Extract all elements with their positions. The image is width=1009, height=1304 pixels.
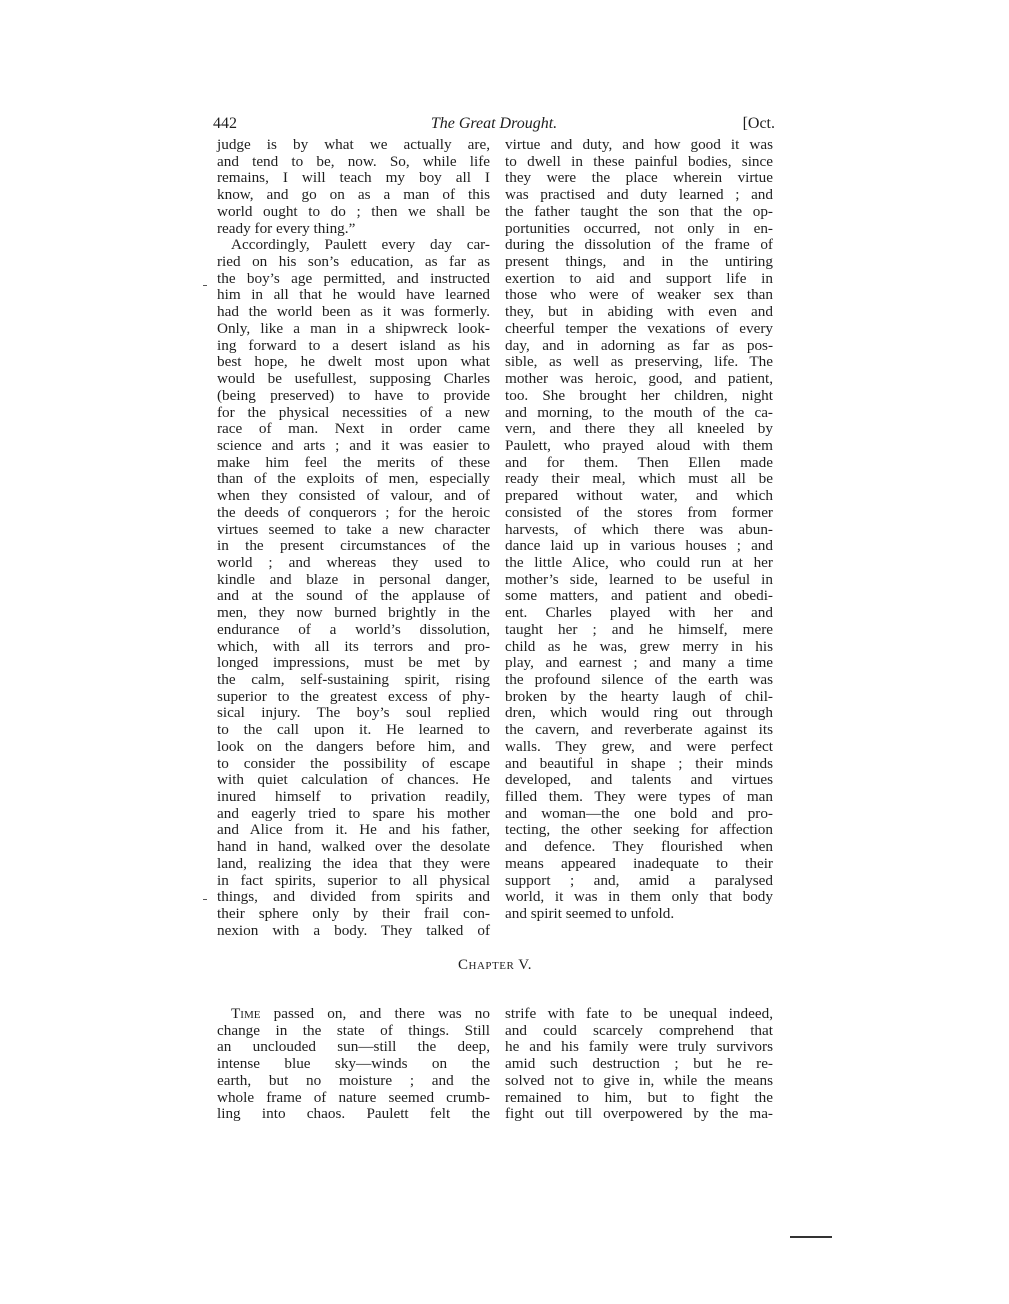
chapter-right-column [505,1006,773,1123]
text-line: know, and go on as a man of this [217,186,490,204]
text-line: fight out till overpowered by the ma- [505,1105,773,1123]
text-line: nexion with a body. They talked of [217,921,490,939]
text-line: race of man. Next in order came [217,420,490,438]
text-line: remained to him, but to fight the [505,1088,773,1106]
text-line: too. She brought her children, night [505,386,773,404]
text-line: kindle and blaze in personal danger, [217,570,490,588]
text-line: developed, and talents and virtues [505,771,773,789]
left-column [217,137,490,940]
text-line: (being preserved) to have to provide [217,386,490,404]
text-line: tecting, the other seeking for affection [505,821,773,839]
text-line: dance laid up in various houses ; and [505,537,773,555]
text-line: cheerful temper the vexations of every [505,319,773,337]
text-line: with quiet calculation of chances. He [217,771,490,789]
text-line: had the world been as it was formerly. [217,303,490,321]
text-line: strife with fate to be unequal indeed, [505,1005,773,1022]
text-line: vern, and there they all kneeled by [505,420,773,438]
text-line: present things, and in the untiring [505,253,773,271]
text-line: world, it was in them only that body [505,888,773,906]
text-line: and at the sound of the applause of [217,587,490,605]
running-header [213,115,775,135]
text-line: sible, as well as preserving, life. The [505,353,773,371]
text-line: look on the dangers before him, and [217,737,490,755]
text-line: land, realizing the idea that they were [217,854,490,872]
running-title: The Great Drought. [430,115,558,132]
text-line: in the present circumstances of the [217,537,490,555]
text-line: hand in hand, walked over the desolate [217,838,490,856]
text-line: and beautiful in shape ; their minds [505,754,773,772]
text-line: and defence. They flourished when [505,838,773,856]
text-line: men, they now burned brightly in the [217,604,490,622]
text-line: world ought to do ; then we shall be [217,202,490,220]
text-line: filled them. They were types of man [505,788,773,806]
text-line: portunities occurred, not only in en- [505,219,773,237]
text-line: virtues seemed to take a new character [217,520,490,538]
margin-mark [203,285,207,286]
text-line: and Alice from it. He and his father, [217,821,490,839]
text-line: and woman—the one bold and pro- [505,804,773,822]
text-line: when they consisted of valour, and of [217,487,490,505]
text-line: support ; and, amid a paralysed [505,871,773,889]
text-line: which, with all its terrors and pro- [217,637,490,655]
lead-word: Time [231,1005,261,1022]
text-line: longed impressions, must be met by [217,654,490,672]
margin-mark [203,899,207,900]
text-line: than of the exploits of men, especially [217,470,490,488]
text-line: child as he was, grew merry in his [505,637,773,655]
text-line: day, and in adorning as far as pos- [505,336,773,354]
text-line: was practised and duty learned ; and [505,186,773,204]
text-line: to dwell in these painful bodies, since [505,152,773,170]
text-line: endurance of a world’s dissolution, [217,620,490,638]
text-line: walls. They grew, and were perfect [505,737,773,755]
text-line: virtue and duty, and how good it was [505,136,773,153]
text-line: to consider the possibility of escape [217,754,490,772]
text-line: an unclouded sun—still the deep, [217,1038,490,1056]
text-line: prepared without water, and which [505,487,773,505]
chapter-left-column [217,1006,490,1123]
text-line: intense blue sky—winds on the [217,1055,490,1073]
text-line: world ; and whereas they used to [217,553,490,571]
text-line: consisted of the stores from former [505,503,773,521]
text-line: ready their meal, which must all be [505,470,773,488]
text-line: they were the place wherein virtue [505,169,773,187]
text-line: in fact spirits, superior to all physical [217,871,490,889]
text-line: ready for every thing.” [217,219,356,237]
text-line: and could scarcely comprehend that [505,1021,773,1039]
text-line: the calm, self-sustaining spirit, rising [217,671,490,688]
text-line: during the dissolution of the frame of [505,236,773,254]
text-line: sical injury. The boy’s soul replied [217,704,490,722]
text-line: exertion to aid and support life in [505,269,773,287]
text-line: ent. Charles played with her and [505,604,773,622]
line-text: passed on, and there was no [260,1005,490,1022]
text-line: him in all that he would have learned [217,286,490,304]
text-line: mother’s side, learned to be useful in [505,570,773,588]
text-line: ing forward to a desert island as his [217,336,490,354]
text-line: and for them. Then Ellen made [505,453,773,471]
text-line: things, and divided from spirits and [217,888,490,906]
text-line: harvests, of which there was abun- [505,520,773,538]
right-column [505,137,773,923]
text-line: the profound silence of the earth was [505,671,773,688]
chapter-heading: Chapter V. [458,957,532,973]
text-line: those who were of weaker sex than [505,286,773,304]
text-line: Paulett, who prayed aloud with them [505,436,773,454]
text-line: they, but in abiding with even and [505,303,773,321]
text-line: judge is by what we actually are, [217,136,490,153]
text-line: and tend to be, now. So, while life [217,152,490,170]
text-line: to the call upon it. He learned to [217,721,490,739]
page-number: 442 [213,115,237,132]
text-line [217,1006,490,1023]
text-line: earth, but no moisture ; and the [217,1071,490,1089]
text-line: dren, which would ring out through [505,704,773,722]
text-line: science and arts ; and it was easier to [217,436,490,454]
text-line: solved not to give in, while the means [505,1071,773,1089]
text-line: remains, I will teach my boy all I [217,169,490,187]
text-line: the cavern, and reverberate against its [505,721,773,739]
text-line: for the physical necessities of a new [217,403,490,421]
text-line: and morning, to the mouth of the ca- [505,403,773,421]
text-line: mother was heroic, good, and patient, [505,370,773,388]
text-line: Accordingly, Paulett every day car- [231,236,490,254]
text-line: taught her ; and he himself, mere [505,620,773,638]
text-line: the deeds of conquerors ; for the heroic [217,503,490,521]
text-line: means appeared inadequate to their [505,854,773,872]
text-line: amid such destruction ; but he re- [505,1055,773,1073]
text-line: play, and earnest ; and many a time [505,654,773,672]
text-line: superior to the greatest excess of phy- [217,687,490,705]
text-line: whole frame of nature seemed crumb- [217,1088,490,1106]
text-line: broken by the hearty laugh of chil- [505,687,773,705]
text-line: inured himself to privation readily, [217,788,490,806]
text-line: ried on his son’s education, as far as [217,253,490,271]
text-line: make him feel the merits of these [217,453,490,471]
text-line: and eagerly tried to spare his mother [217,804,490,822]
running-month: [Oct. [742,115,775,132]
text-line: the boy’s age permitted, and instructed [217,269,490,287]
text-line: he and his family were truly survivors [505,1038,773,1056]
text-line: best hope, he dwelt most upon what [217,353,490,371]
text-line: the little Alice, who could run at her [505,553,773,571]
text-line: Only, like a man in a shipwreck look- [217,319,490,337]
scan-mark [790,1236,832,1238]
text-line: ling into chaos. Paulett felt the [217,1105,490,1123]
text-line: would be usefullest, supposing Charles [217,370,490,388]
text-line: their sphere only by their frail con- [217,905,490,923]
text-line: some matters, and patient and obedi- [505,587,773,605]
text-line: change in the state of things. Still [217,1021,490,1039]
text-line: the father taught the son that the op- [505,202,773,220]
text-line: and spirit seemed to unfold. [505,905,675,923]
